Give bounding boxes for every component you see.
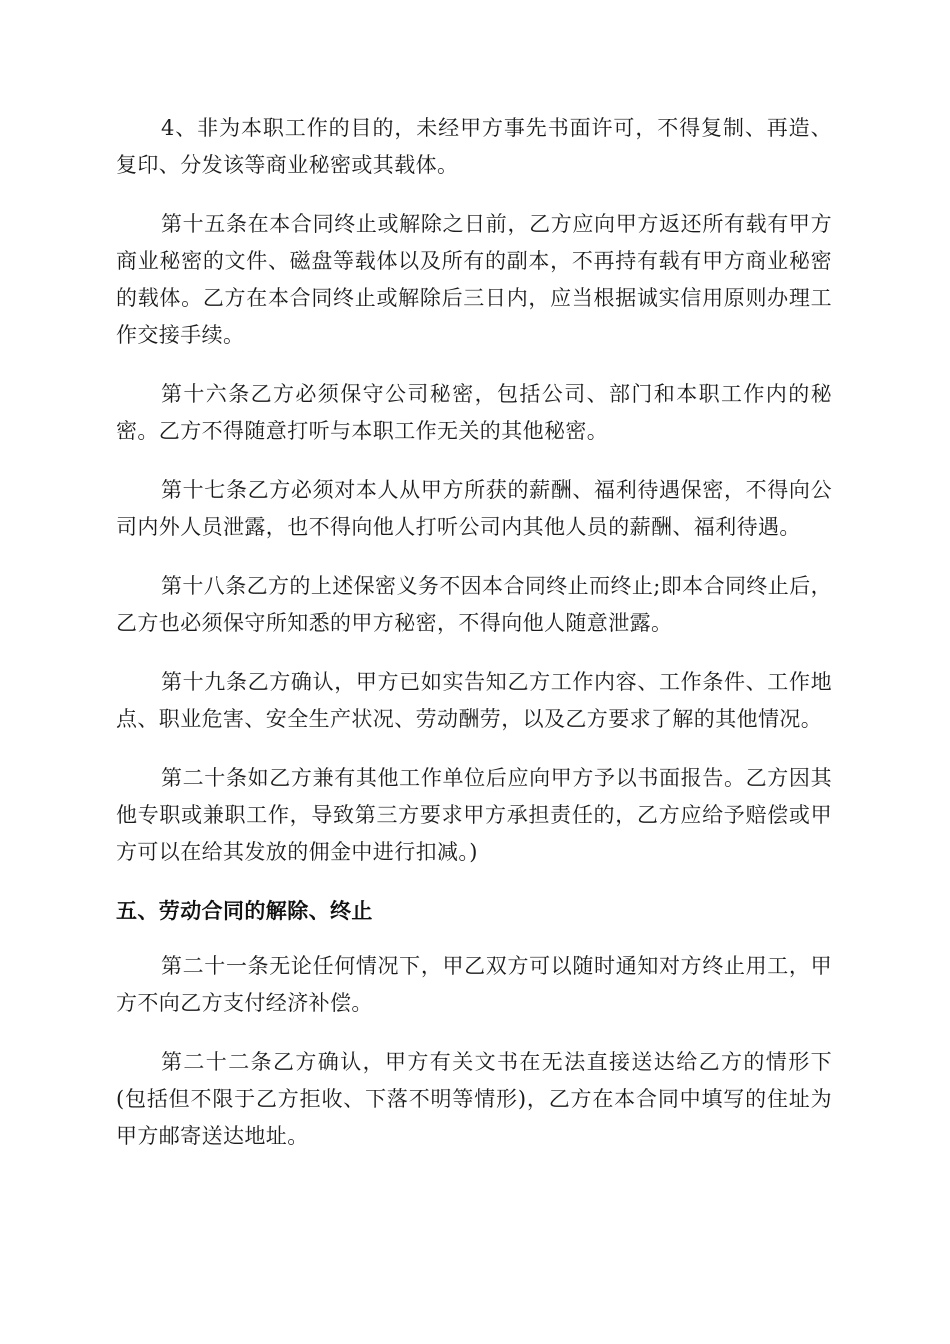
paragraph-article-18: 第十八条乙方的上述保密义务不因本合同终止而终止;即本合同终止后，乙方也必须保守所知悉的甲方秘密，不得向他人随意泄露。	[116, 574, 832, 635]
paragraph-article-21: 第二十一条无论任何情况下，甲乙双方可以随时通知对方终止用工，甲方不向乙方支付经济补偿。	[116, 954, 832, 1015]
paragraph-item-4: 4、非为本职工作的目的，未经甲方事先书面许可，不得复制、再造、复印、分发该等商业秘密或其载体。	[116, 116, 832, 177]
paragraph-article-15: 第十五条在本合同终止或解除之日前，乙方应向甲方返还所有载有甲方商业秘密的文件、磁盘等载体以及所有的副本，不再持有载有甲方商业秘密的载体。乙方在本合同终止或解除后三日内，应当根据诚实信用原则办理工作交接手续。	[116, 212, 832, 347]
paragraph-article-16: 第十六条乙方必须保守公司秘密，包括公司、部门和本职工作内的秘密。乙方不得随意打听与本职工作无关的其他秘密。	[116, 382, 832, 443]
paragraph-article-19: 第十九条乙方确认，甲方已如实告知乙方工作内容、工作条件、工作地点、职业危害、安全生产状况、劳动酬劳，以及乙方要求了解的其他情况。	[116, 670, 832, 731]
paragraph-article-20: 第二十条如乙方兼有其他工作单位后应向甲方予以书面报告。乙方因其他专职或兼职工作，导致第三方要求甲方承担责任的，乙方应给予赔偿或甲方可以在给其发放的佣金中进行扣减。)	[116, 766, 832, 864]
document-body	[116, 110, 832, 1177]
paragraph-article-22: 第二十二条乙方确认，甲方有关文书在无法直接送达给乙方的情形下(包括但不限于乙方拒收、下落不明等情形)，乙方在本合同中填写的住址为甲方邮寄送达地址。	[116, 1050, 832, 1148]
paragraph-article-17: 第十七条乙方必须对本人从甲方所获的薪酬、福利待遇保密，不得向公司内外人员泄露，也不得向他人打听公司内其他人员的薪酬、福利待遇。	[116, 478, 832, 539]
section-heading: 五、劳动合同的解除、终止	[116, 899, 373, 923]
